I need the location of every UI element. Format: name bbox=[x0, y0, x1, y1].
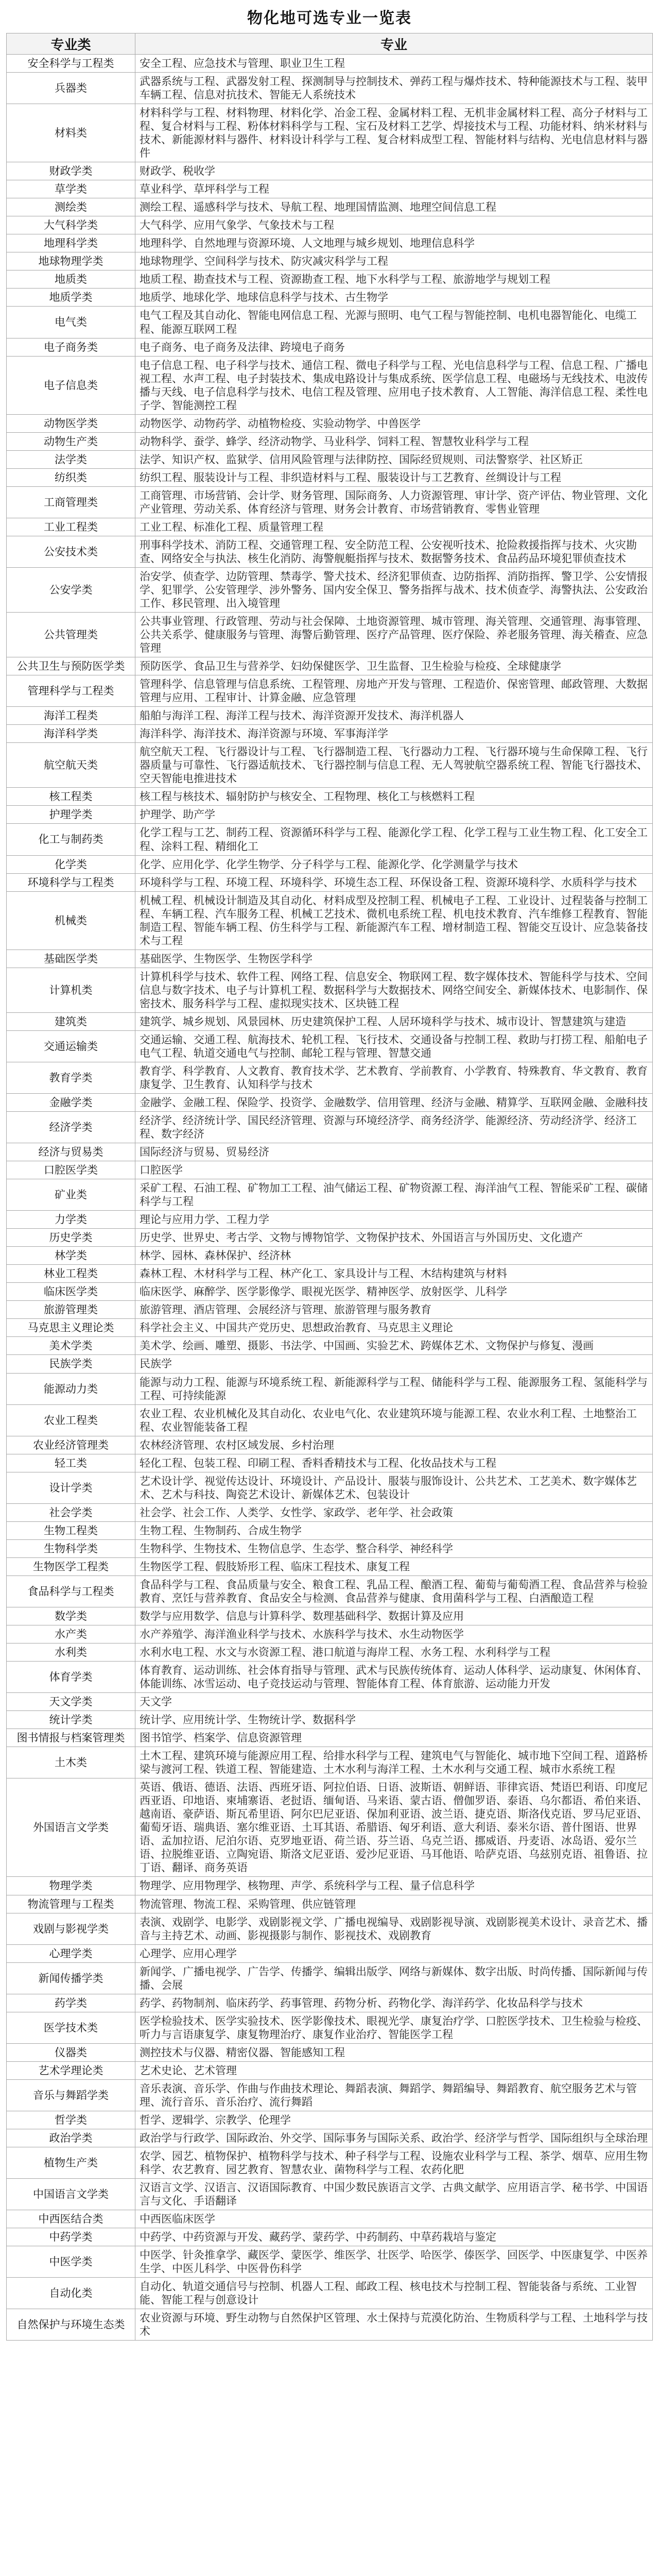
category-cell: 基础医学类 bbox=[7, 950, 135, 968]
table-row bbox=[7, 432, 653, 450]
majors-cell: 中西医临床医学 bbox=[135, 2210, 653, 2228]
table-header bbox=[7, 33, 653, 55]
category-cell: 电气类 bbox=[7, 307, 135, 338]
category-cell: 自动化类 bbox=[7, 2278, 135, 2309]
table-row bbox=[7, 855, 653, 873]
category-cell: 新闻传播学类 bbox=[7, 1962, 135, 1994]
table-row bbox=[7, 657, 653, 675]
majors-cell: 临床医学、麻醉学、医学影像学、眼视光医学、精神医学、放射医学、儿科学 bbox=[135, 1283, 653, 1301]
table-row bbox=[7, 1404, 653, 1436]
category-cell: 安全科学与工程类 bbox=[7, 55, 135, 73]
table-row bbox=[7, 1229, 653, 1247]
table-row bbox=[7, 1094, 653, 1112]
table-row bbox=[7, 1962, 653, 1994]
category-cell: 历史学类 bbox=[7, 1229, 135, 1247]
majors-cell: 中医学、针灸推拿学、藏医学、蒙医学、维医学、壮医学、哈医学、傣医学、回医学、中医康复学、中医养生学、中医儿科学、中医骨伤科学 bbox=[135, 2246, 653, 2278]
category-cell: 建筑类 bbox=[7, 1012, 135, 1030]
category-cell: 水产类 bbox=[7, 1625, 135, 1643]
page-title: 物化地可选专业一览表 bbox=[247, 9, 412, 27]
majors-cell: 船舶与海洋工程、海洋工程与技术、海洋资源开发技术、海洋机器人 bbox=[135, 707, 653, 725]
category-cell: 统计学类 bbox=[7, 1711, 135, 1729]
majors-cell: 地理科学、自然地理与资源环境、人文地理与城乡规划、地理信息科学 bbox=[135, 234, 653, 252]
category-cell: 地球物理学类 bbox=[7, 252, 135, 270]
table-row bbox=[7, 1607, 653, 1625]
table-row bbox=[7, 1337, 653, 1355]
category-cell: 哲学类 bbox=[7, 2111, 135, 2129]
table-row bbox=[7, 1994, 653, 2012]
majors-cell: 工业工程、标准化工程、质量管理工程 bbox=[135, 518, 653, 536]
majors-cell: 化学工程与工艺、制药工程、资源循环科学与工程、能源化学工程、化学工程与工业生物工程、化工安全工程、涂料工程、精细化工 bbox=[135, 824, 653, 855]
category-cell: 测绘类 bbox=[7, 198, 135, 216]
majors-cell: 管理科学、信息管理与信息系统、工程管理、房地产开发与管理、工程造价、保密管理、邮政管理、大数据管理与应用、工程审计、计算金融、应急管理 bbox=[135, 675, 653, 707]
majors-cell: 经济学、经济统计学、国民经济管理、资源与环境经济学、商务经济学、能源经济、劳动经济学、经济工程、数字经济 bbox=[135, 1112, 653, 1143]
table-row bbox=[7, 536, 653, 567]
category-cell: 化学类 bbox=[7, 855, 135, 873]
table-row bbox=[7, 1247, 653, 1265]
majors-cell: 自动化、轨道交通信号与控制、机器人工程、邮政工程、核电技术与控制工程、智能装备与系统、工业智能、智能工程与创意设计 bbox=[135, 2278, 653, 2309]
table-row bbox=[7, 1521, 653, 1539]
table-row bbox=[7, 1625, 653, 1643]
table-row bbox=[7, 1877, 653, 1895]
category-cell: 矿业类 bbox=[7, 1179, 135, 1211]
category-cell: 林业工程类 bbox=[7, 1265, 135, 1283]
category-cell: 生物科学类 bbox=[7, 1539, 135, 1557]
category-cell: 体育学类 bbox=[7, 1662, 135, 1693]
majors-cell: 材料科学与工程、材料物理、材料化学、冶金工程、金属材料工程、无机非金属材料工程、高分子材料与工程、复合材料与工程、粉体材料科学与工程、宝石及材料工艺学、焊接技术与工程、功能材料、纳米材料与技术、新能源材料与器件、材料设计科学与工程、复合材料成型工程、智能材料与结构、光电信息材料与器件 bbox=[135, 104, 653, 162]
table-row bbox=[7, 2079, 653, 2111]
table-row bbox=[7, 707, 653, 725]
table-row bbox=[7, 162, 653, 180]
table-row bbox=[7, 2012, 653, 2043]
table-row bbox=[7, 725, 653, 743]
table-row bbox=[7, 1143, 653, 1161]
category-cell: 护理学类 bbox=[7, 806, 135, 824]
majors-cell: 农业资源与环境、野生动物与自然保护区管理、水土保持与荒漠化防治、生物质科学与工程、土地科学与技术 bbox=[135, 2309, 653, 2341]
majors-cell: 民族学 bbox=[135, 1355, 653, 1373]
table-row bbox=[7, 270, 653, 289]
majors-cell: 旅游管理、酒店管理、会展经济与管理、旅游管理与服务教育 bbox=[135, 1301, 653, 1319]
majors-cell: 教育学、科学教育、人文教育、教育技术学、艺术教育、学前教育、小学教育、特殊教育、华文教育、教育康复学、卫生教育、认知科学与技术 bbox=[135, 1062, 653, 1093]
majors-cell: 动物科学、蚕学、蜂学、经济动物学、马业科学、饲料工程、智慧牧业科学与工程 bbox=[135, 432, 653, 450]
majors-cell: 采矿工程、石油工程、矿物加工工程、油气储运工程、矿物资源工程、海洋油气工程、智能采矿工程、碳储科学与工程 bbox=[135, 1179, 653, 1211]
header-majors: 专业 bbox=[135, 33, 653, 55]
category-cell: 材料类 bbox=[7, 104, 135, 162]
majors-cell: 能源与动力工程、能源与环境系统工程、新能源科学与工程、储能科学与工程、能源服务工程、氢能科学与工程、可持续能源 bbox=[135, 1373, 653, 1404]
majors-cell: 生物医学工程、假肢矫形工程、临床工程技术、康复工程 bbox=[135, 1557, 653, 1575]
majors-cell: 生物科学、生物技术、生物信息学、生态学、整合科学、神经科学 bbox=[135, 1539, 653, 1557]
category-cell: 电子信息类 bbox=[7, 356, 135, 414]
table-row bbox=[7, 824, 653, 855]
category-cell: 航空航天类 bbox=[7, 743, 135, 788]
category-cell: 美术学类 bbox=[7, 1337, 135, 1355]
table-row bbox=[7, 2111, 653, 2129]
category-cell: 能源动力类 bbox=[7, 1373, 135, 1404]
table-row bbox=[7, 252, 653, 270]
majors-cell: 森林工程、木材科学与工程、林产化工、家具设计与工程、木结构建筑与材料 bbox=[135, 1265, 653, 1283]
majors-cell: 武器系统与工程、武器发射工程、探测制导与控制技术、弹药工程与爆炸技术、特种能源技术与工程、装甲车辆工程、信息对抗技术、智能无人系统技术 bbox=[135, 73, 653, 104]
table-row bbox=[7, 743, 653, 788]
table-row bbox=[7, 891, 653, 950]
majors-cell: 基础医学、生物医学、生物医学科学 bbox=[135, 950, 653, 968]
table-body bbox=[7, 55, 653, 2341]
table-row bbox=[7, 873, 653, 891]
majors-cell: 汉语言文学、汉语言、汉语国际教育、中国少数民族语言文学、古典文献学、应用语言学、秘书学、中国语言与文化、手语翻译 bbox=[135, 2179, 653, 2210]
category-cell: 植物生产类 bbox=[7, 2147, 135, 2178]
table-row bbox=[7, 1472, 653, 1503]
majors-cell: 食品科学与工程、食品质量与安全、粮食工程、乳品工程、酿酒工程、葡萄与葡萄酒工程、食品营养与检验教育、烹饪与营养教育、食品安全与检测、食品营养与健康、食用菌科学与工程、白酒酿造工程 bbox=[135, 1575, 653, 1607]
majors-cell: 英语、俄语、德语、法语、西班牙语、阿拉伯语、日语、波斯语、朝鲜语、菲律宾语、梵语巴利语、印度尼西亚语、印地语、柬埔寨语、老挝语、缅甸语、马来语、蒙古语、僧伽罗语、泰语、乌尔都语、希伯来语、越南语、豪萨语、斯瓦希里语、阿尔巴尼亚语、保加利亚语、波兰语、捷克语、斯洛伐克语、罗马尼亚语、葡萄牙语、瑞典语、塞尔维亚语、土耳其语、希腊语、匈牙利语、意大利语、泰米尔语、普什图语、世界语、孟加拉语、尼泊尔语、克罗地亚语、荷兰语、芬兰语、乌克兰语、挪威语、丹麦语、冰岛语、爱尔兰语、拉脱维亚语、立陶宛语、斯洛文尼亚语、爱沙尼亚语、马耳他语、哈萨克语、乌兹别克语、祖鲁语、拉丁语、翻译、商务英语 bbox=[135, 1778, 653, 1877]
table-row bbox=[7, 1575, 653, 1607]
majors-cell: 轻化工程、包装工程、印刷工程、香料香精技术与工程、化妆品技术与工程 bbox=[135, 1454, 653, 1472]
category-cell: 化工与制药类 bbox=[7, 824, 135, 855]
majors-cell: 航空航天工程、飞行器设计与工程、飞行器制造工程、飞行器动力工程、飞行器环境与生命保障工程、飞行器质量与可靠性、飞行器适航技术、飞行器控制与信息工程、无人驾驶航空器系统工程、智能飞行器技术、空天智能电推进技术 bbox=[135, 743, 653, 788]
category-cell: 农业工程类 bbox=[7, 1404, 135, 1436]
majors-cell: 环境科学与工程、环境工程、环境科学、环境生态工程、环保设备工程、资源环境科学、水质科学与技术 bbox=[135, 873, 653, 891]
majors-cell: 医学检验技术、医学实验技术、医学影像技术、眼视光学、康复治疗学、口腔医学技术、卫生检验与检疫、听力与言语康复学、康复物理治疗、康复作业治疗、智能医学工程 bbox=[135, 2012, 653, 2043]
table-row bbox=[7, 2147, 653, 2178]
category-cell: 旅游管理类 bbox=[7, 1301, 135, 1319]
category-cell: 仪器类 bbox=[7, 2043, 135, 2061]
majors-cell: 核工程与核技术、辐射防护与核安全、工程物理、核化工与核燃料工程 bbox=[135, 788, 653, 806]
majors-cell: 法学、知识产权、监狱学、信用风险管理与法律防控、国际经贸规则、司法警察学、社区矫正 bbox=[135, 450, 653, 468]
category-cell: 农业经济管理类 bbox=[7, 1436, 135, 1454]
table-row bbox=[7, 1436, 653, 1454]
table-row bbox=[7, 55, 653, 73]
category-cell: 地质学类 bbox=[7, 289, 135, 307]
table-row bbox=[7, 1373, 653, 1404]
table-row bbox=[7, 1693, 653, 1711]
table-row bbox=[7, 2246, 653, 2278]
table-row bbox=[7, 1662, 653, 1693]
category-cell: 心理学类 bbox=[7, 1944, 135, 1962]
majors-cell: 药学、药物制剂、临床药学、药事管理、药物分析、药物化学、海洋药学、化妆品科学与技术 bbox=[135, 1994, 653, 2012]
table-row bbox=[7, 2309, 653, 2341]
majors-cell: 草业科学、草坪科学与工程 bbox=[135, 180, 653, 198]
majors-cell: 林学、园林、森林保护、经济林 bbox=[135, 1247, 653, 1265]
table-row bbox=[7, 1319, 653, 1337]
table-row bbox=[7, 1161, 653, 1179]
category-cell: 物流管理与工程类 bbox=[7, 1895, 135, 1913]
category-cell: 中医学类 bbox=[7, 2246, 135, 2278]
table-row bbox=[7, 289, 653, 307]
majors-cell: 历史学、世界史、考古学、文物与博物馆学、文物保护技术、外国语言与外国历史、文化遗产 bbox=[135, 1229, 653, 1247]
category-cell: 工商管理类 bbox=[7, 486, 135, 518]
category-cell: 纺织类 bbox=[7, 468, 135, 486]
category-cell: 音乐与舞蹈学类 bbox=[7, 2079, 135, 2111]
category-cell: 生物工程类 bbox=[7, 1521, 135, 1539]
category-cell: 临床医学类 bbox=[7, 1283, 135, 1301]
category-cell: 金融学类 bbox=[7, 1094, 135, 1112]
majors-cell: 水产养殖学、海洋渔业科学与技术、水族科学与技术、水生动物医学 bbox=[135, 1625, 653, 1643]
majors-cell: 理论与应用力学、工程力学 bbox=[135, 1211, 653, 1229]
category-cell: 民族学类 bbox=[7, 1355, 135, 1373]
majors-cell: 纺织工程、服装设计与工程、非织造材料与工程、服装设计与工艺教育、丝绸设计与工程 bbox=[135, 468, 653, 486]
table-row bbox=[7, 338, 653, 356]
majors-cell: 护理学、助产学 bbox=[135, 806, 653, 824]
majors-cell: 物理学、应用物理学、核物理、声学、系统科学与工程、量子信息科学 bbox=[135, 1877, 653, 1895]
majors-cell: 预防医学、食品卫生与营养学、妇幼保健医学、卫生监督、卫生检验与检疫、全球健康学 bbox=[135, 657, 653, 675]
table-row bbox=[7, 2278, 653, 2309]
majors-cell: 安全工程、应急技术与管理、职业卫生工程 bbox=[135, 55, 653, 73]
majors-cell: 地质学、地球化学、地球信息科学与技术、古生物学 bbox=[135, 289, 653, 307]
category-cell: 草学类 bbox=[7, 180, 135, 198]
table-row bbox=[7, 968, 653, 1012]
table-row bbox=[7, 2210, 653, 2228]
majors-cell: 新闻学、广播电视学、广告学、传播学、编辑出版学、网络与新媒体、数字出版、时尚传播、国际新闻与传播、会展 bbox=[135, 1962, 653, 1994]
table-row bbox=[7, 1503, 653, 1521]
majors-cell: 农林经济管理、农村区域发展、乡村治理 bbox=[135, 1436, 653, 1454]
majors-cell: 测绘工程、遥感科学与技术、导航工程、地理国情监测、地理空间信息工程 bbox=[135, 198, 653, 216]
table-row bbox=[7, 806, 653, 824]
majors-cell: 金融学、金融工程、保险学、投资学、金融数学、信用管理、经济与金融、精算学、互联网金融、金融科技 bbox=[135, 1094, 653, 1112]
category-cell: 海洋科学类 bbox=[7, 725, 135, 743]
category-cell: 食品科学与工程类 bbox=[7, 1575, 135, 1607]
category-cell: 林学类 bbox=[7, 1247, 135, 1265]
category-cell: 中西医结合类 bbox=[7, 2210, 135, 2228]
table-row bbox=[7, 1557, 653, 1575]
category-cell: 力学类 bbox=[7, 1211, 135, 1229]
majors-cell: 电子信息工程、电子科学与技术、通信工程、微电子科学与工程、光电信息科学与工程、信息工程、广播电视工程、水声工程、电子封装技术、集成电路设计与集成系统、医学信息工程、电磁场与无线技术、电波传播与天线、电子信息科学与技术、电信工程及管理、应用电子技术教育、人工智能、海洋信息工程、柔性电子学、智能测控工程 bbox=[135, 356, 653, 414]
majors-cell: 物流管理、物流工程、采购管理、供应链管理 bbox=[135, 1895, 653, 1913]
table-row bbox=[7, 180, 653, 198]
category-cell: 公安技术类 bbox=[7, 536, 135, 567]
table-row bbox=[7, 1112, 653, 1143]
table-row bbox=[7, 414, 653, 432]
majors-cell: 海洋科学、海洋技术、海洋资源与环境、军事海洋学 bbox=[135, 725, 653, 743]
table-row bbox=[7, 1895, 653, 1913]
category-cell: 马克思主义理论类 bbox=[7, 1319, 135, 1337]
majors-cell: 公共事业管理、行政管理、劳动与社会保障、土地资源管理、城市管理、海关管理、交通管理、海事管理、公共关系学、健康服务与管理、海警后勤管理、医疗产品管理、医疗保险、养老服务管理、海关稽查、应急管理 bbox=[135, 613, 653, 657]
majors-cell: 生物工程、生物制药、合成生物学 bbox=[135, 1521, 653, 1539]
majors-cell: 土木工程、建筑环境与能源应用工程、给排水科学与工程、建筑电气与智能化、城市地下空间工程、道路桥梁与渡河工程、铁道工程、智能建造、土木水利与海洋工程、土木水利与交通工程、城市水系统工程 bbox=[135, 1747, 653, 1778]
table-row bbox=[7, 518, 653, 536]
table-row bbox=[7, 104, 653, 162]
category-cell: 戏剧与影视学类 bbox=[7, 1913, 135, 1944]
table-row bbox=[7, 2129, 653, 2147]
table-row bbox=[7, 1747, 653, 1778]
header-category: 专业类 bbox=[7, 33, 135, 55]
category-cell: 公共管理类 bbox=[7, 613, 135, 657]
category-cell: 工业工程类 bbox=[7, 518, 135, 536]
category-cell: 动物生产类 bbox=[7, 432, 135, 450]
table-row bbox=[7, 2043, 653, 2061]
category-cell: 公共卫生与预防医学类 bbox=[7, 657, 135, 675]
category-cell: 兵器类 bbox=[7, 73, 135, 104]
table-row bbox=[7, 307, 653, 338]
category-cell: 财政学类 bbox=[7, 162, 135, 180]
category-cell: 轻工类 bbox=[7, 1454, 135, 1472]
table-row bbox=[7, 1301, 653, 1319]
category-cell: 交通运输类 bbox=[7, 1030, 135, 1062]
majors-cell: 农学、园艺、植物保护、植物科学与技术、种子科学与工程、设施农业科学与工程、茶学、烟草、应用生物科学、农艺教育、园艺教育、智慧农业、菌物科学与工程、农药化肥 bbox=[135, 2147, 653, 2178]
majors-cell: 电子商务、电子商务及法律、跨境电子商务 bbox=[135, 338, 653, 356]
table-row bbox=[7, 1454, 653, 1472]
table-row bbox=[7, 2061, 653, 2079]
category-cell: 口腔医学类 bbox=[7, 1161, 135, 1179]
majors-cell: 国际经济与贸易、贸易经济 bbox=[135, 1143, 653, 1161]
majors-cell: 机械工程、机械设计制造及其自动化、材料成型及控制工程、机械电子工程、工业设计、过程装备与控制工程、车辆工程、汽车服务工程、机械工艺技术、微机电系统工程、机电技术教育、汽车维修工程教育、智能制造工程、智能车辆工程、仿生科学与工程、新能源汽车工程、增材制造工程、智能交互设计、应急装备技术与工程 bbox=[135, 891, 653, 950]
majors-cell: 艺术史论、艺术管理 bbox=[135, 2061, 653, 2079]
category-cell: 社会学类 bbox=[7, 1503, 135, 1521]
table-row bbox=[7, 1265, 653, 1283]
majors-cell: 科学社会主义、中国共产党历史、思想政治教育、马克思主义理论 bbox=[135, 1319, 653, 1337]
title-bar bbox=[6, 0, 653, 33]
category-cell: 天文学类 bbox=[7, 1693, 135, 1711]
category-cell: 核工程类 bbox=[7, 788, 135, 806]
category-cell: 海洋工程类 bbox=[7, 707, 135, 725]
table-row bbox=[7, 1012, 653, 1030]
table-row bbox=[7, 1030, 653, 1062]
majors-cell: 财政学、税收学 bbox=[135, 162, 653, 180]
table-row bbox=[7, 1643, 653, 1662]
majors-cell: 地质工程、勘查技术与工程、资源勘查工程、地下水科学与工程、旅游地学与规划工程 bbox=[135, 270, 653, 289]
majors-cell: 治安学、侦查学、边防管理、禁毒学、警犬技术、经济犯罪侦查、边防指挥、消防指挥、警卫学、公安情报学、犯罪学、公安管理学、涉外警务、国内安全保卫、警务指挥与战术、技术侦查学、海警执法、公安政治工作、移民管理、出入境管理 bbox=[135, 567, 653, 612]
table-row bbox=[7, 1778, 653, 1877]
category-cell: 环境科学与工程类 bbox=[7, 873, 135, 891]
majors-cell: 建筑学、城乡规划、风景园林、历史建筑保护工程、人居环境科学与技术、城市设计、智慧建筑与建造 bbox=[135, 1012, 653, 1030]
majors-cell: 水利水电工程、水文与水资源工程、港口航道与海岸工程、水务工程、水利科学与工程 bbox=[135, 1643, 653, 1662]
majors-cell: 体育教育、运动训练、社会体育指导与管理、武术与民族传统体育、运动人体科学、运动康复、休闲体育、体能训练、冰雪运动、电子竞技运动与管理、智能体育工程、体育旅游、运动能力开发 bbox=[135, 1662, 653, 1693]
category-cell: 政治学类 bbox=[7, 2129, 135, 2147]
table-row bbox=[7, 450, 653, 468]
majors-cell: 化学、应用化学、化学生物学、分子科学与工程、能源化学、化学测量学与技术 bbox=[135, 855, 653, 873]
majors-cell: 中药学、中药资源与开发、藏药学、蒙药学、中药制药、中草药栽培与鉴定 bbox=[135, 2228, 653, 2246]
table-row bbox=[7, 788, 653, 806]
majors-cell: 哲学、逻辑学、宗教学、伦理学 bbox=[135, 2111, 653, 2129]
category-cell: 物理学类 bbox=[7, 1877, 135, 1895]
category-cell: 外国语言文学类 bbox=[7, 1778, 135, 1877]
majors-cell: 图书馆学、档案学、信息资源管理 bbox=[135, 1729, 653, 1747]
category-cell: 机械类 bbox=[7, 891, 135, 950]
majors-cell: 口腔医学 bbox=[135, 1161, 653, 1179]
majors-cell: 音乐表演、音乐学、作曲与作曲技术理论、舞蹈表演、舞蹈学、舞蹈编导、舞蹈教育、航空服务艺术与管理、流行音乐、音乐治疗、流行舞蹈 bbox=[135, 2079, 653, 2111]
table-row bbox=[7, 1062, 653, 1093]
table-row bbox=[7, 1913, 653, 1944]
majors-cell: 美术学、绘画、雕塑、摄影、书法学、中国画、实验艺术、跨媒体艺术、文物保护与修复、漫画 bbox=[135, 1337, 653, 1355]
table-row bbox=[7, 1211, 653, 1229]
category-cell: 中国语言文学类 bbox=[7, 2179, 135, 2210]
table-row bbox=[7, 73, 653, 104]
table-row bbox=[7, 1283, 653, 1301]
table-row bbox=[7, 950, 653, 968]
category-cell: 中药学类 bbox=[7, 2228, 135, 2246]
category-cell: 电子商务类 bbox=[7, 338, 135, 356]
category-cell: 公安学类 bbox=[7, 567, 135, 612]
category-cell: 地理科学类 bbox=[7, 234, 135, 252]
category-cell: 计算机类 bbox=[7, 968, 135, 1012]
table-row bbox=[7, 234, 653, 252]
category-cell: 管理科学与工程类 bbox=[7, 675, 135, 707]
majors-cell: 地球物理学、空间科学与技术、防灾减灾科学与工程 bbox=[135, 252, 653, 270]
majors-cell: 政治学与行政学、国际政治、外交学、国际事务与国际关系、政治学、经济学与哲学、国际组织与全球治理 bbox=[135, 2129, 653, 2147]
category-cell: 生物医学工程类 bbox=[7, 1557, 135, 1575]
table-row bbox=[7, 1539, 653, 1557]
category-cell: 水利类 bbox=[7, 1643, 135, 1662]
category-cell: 教育学类 bbox=[7, 1062, 135, 1093]
majors-table bbox=[6, 33, 653, 2341]
table-row bbox=[7, 675, 653, 707]
table-row bbox=[7, 567, 653, 612]
majors-cell: 工商管理、市场营销、会计学、财务管理、国际商务、人力资源管理、审计学、资产评估、物业管理、文化产业管理、劳动关系、体育经济与管理、财务会计教育、市场营销教育、零售业管理 bbox=[135, 486, 653, 518]
category-cell: 经济与贸易类 bbox=[7, 1143, 135, 1161]
category-cell: 医学技术类 bbox=[7, 2012, 135, 2043]
table-row bbox=[7, 1944, 653, 1962]
category-cell: 自然保护与环境生态类 bbox=[7, 2309, 135, 2341]
table-row bbox=[7, 2179, 653, 2210]
majors-cell: 计算机科学与技术、软件工程、网络工程、信息安全、物联网工程、数字媒体技术、智能科学与技术、空间信息与数字技术、电子与计算机工程、数据科学与大数据技术、网络空间安全、新媒体技术、电影制作、保密技术、服务科学与工程、虚拟现实技术、区块链工程 bbox=[135, 968, 653, 1012]
category-cell: 艺术学理论类 bbox=[7, 2061, 135, 2079]
table-row bbox=[7, 1711, 653, 1729]
majors-cell: 动物医学、动物药学、动植物检疫、实验动物学、中兽医学 bbox=[135, 414, 653, 432]
majors-cell: 数学与应用数学、信息与计算科学、数理基础科学、数据计算及应用 bbox=[135, 1607, 653, 1625]
majors-cell: 测控技术与仪器、精密仪器、智能感知工程 bbox=[135, 2043, 653, 2061]
category-cell: 数学类 bbox=[7, 1607, 135, 1625]
category-cell: 大气科学类 bbox=[7, 216, 135, 234]
majors-cell: 艺术设计学、视觉传达设计、环境设计、产品设计、服装与服饰设计、公共艺术、工艺美术、数字媒体艺术、艺术与科技、陶瓷艺术设计、新媒体艺术、包装设计 bbox=[135, 1472, 653, 1503]
table-row bbox=[7, 216, 653, 234]
category-cell: 图书情报与档案管理类 bbox=[7, 1729, 135, 1747]
table-row bbox=[7, 468, 653, 486]
majors-cell: 天文学 bbox=[135, 1693, 653, 1711]
table-row bbox=[7, 486, 653, 518]
majors-cell: 农业工程、农业机械化及其自动化、农业电气化、农业建筑环境与能源工程、农业水利工程、土地整治工程、农业智能装备工程 bbox=[135, 1404, 653, 1436]
majors-cell: 心理学、应用心理学 bbox=[135, 1944, 653, 1962]
majors-cell: 电气工程及其自动化、智能电网信息工程、光源与照明、电气工程与智能控制、电机电器智能化、电缆工程、能源互联网工程 bbox=[135, 307, 653, 338]
table-row bbox=[7, 613, 653, 657]
category-cell: 经济学类 bbox=[7, 1112, 135, 1143]
majors-cell: 交通运输、交通工程、航海技术、轮机工程、飞行技术、交通设备与控制工程、救助与打捞工程、船舶电子电气工程、轨道交通电气与控制、邮轮工程与管理、智慧交通 bbox=[135, 1030, 653, 1062]
majors-cell: 社会学、社会工作、人类学、女性学、家政学、老年学、社会政策 bbox=[135, 1503, 653, 1521]
majors-cell: 刑事科学技术、消防工程、交通管理工程、安全防范工程、公安视听技术、抢险救援指挥与技术、火灾勘查、网络安全与执法、核生化消防、海警舰艇指挥与技术、数据警务技术、食品药品环境犯罪侦查技术 bbox=[135, 536, 653, 567]
table-row bbox=[7, 1355, 653, 1373]
table-row bbox=[7, 1179, 653, 1211]
category-cell: 动物医学类 bbox=[7, 414, 135, 432]
category-cell: 地质类 bbox=[7, 270, 135, 289]
category-cell: 设计学类 bbox=[7, 1472, 135, 1503]
majors-cell: 统计学、应用统计学、生物统计学、数据科学 bbox=[135, 1711, 653, 1729]
table-row bbox=[7, 198, 653, 216]
category-cell: 法学类 bbox=[7, 450, 135, 468]
table-row bbox=[7, 2228, 653, 2246]
table-row bbox=[7, 1729, 653, 1747]
category-cell: 药学类 bbox=[7, 1994, 135, 2012]
majors-cell: 表演、戏剧学、电影学、戏剧影视文学、广播电视编导、戏剧影视导演、戏剧影视美术设计、录音艺术、播音与主持艺术、动画、影视摄影与制作、影视技术、戏剧教育 bbox=[135, 1913, 653, 1944]
table-row bbox=[7, 356, 653, 414]
majors-cell: 大气科学、应用气象学、气象技术与工程 bbox=[135, 216, 653, 234]
category-cell: 土木类 bbox=[7, 1747, 135, 1778]
